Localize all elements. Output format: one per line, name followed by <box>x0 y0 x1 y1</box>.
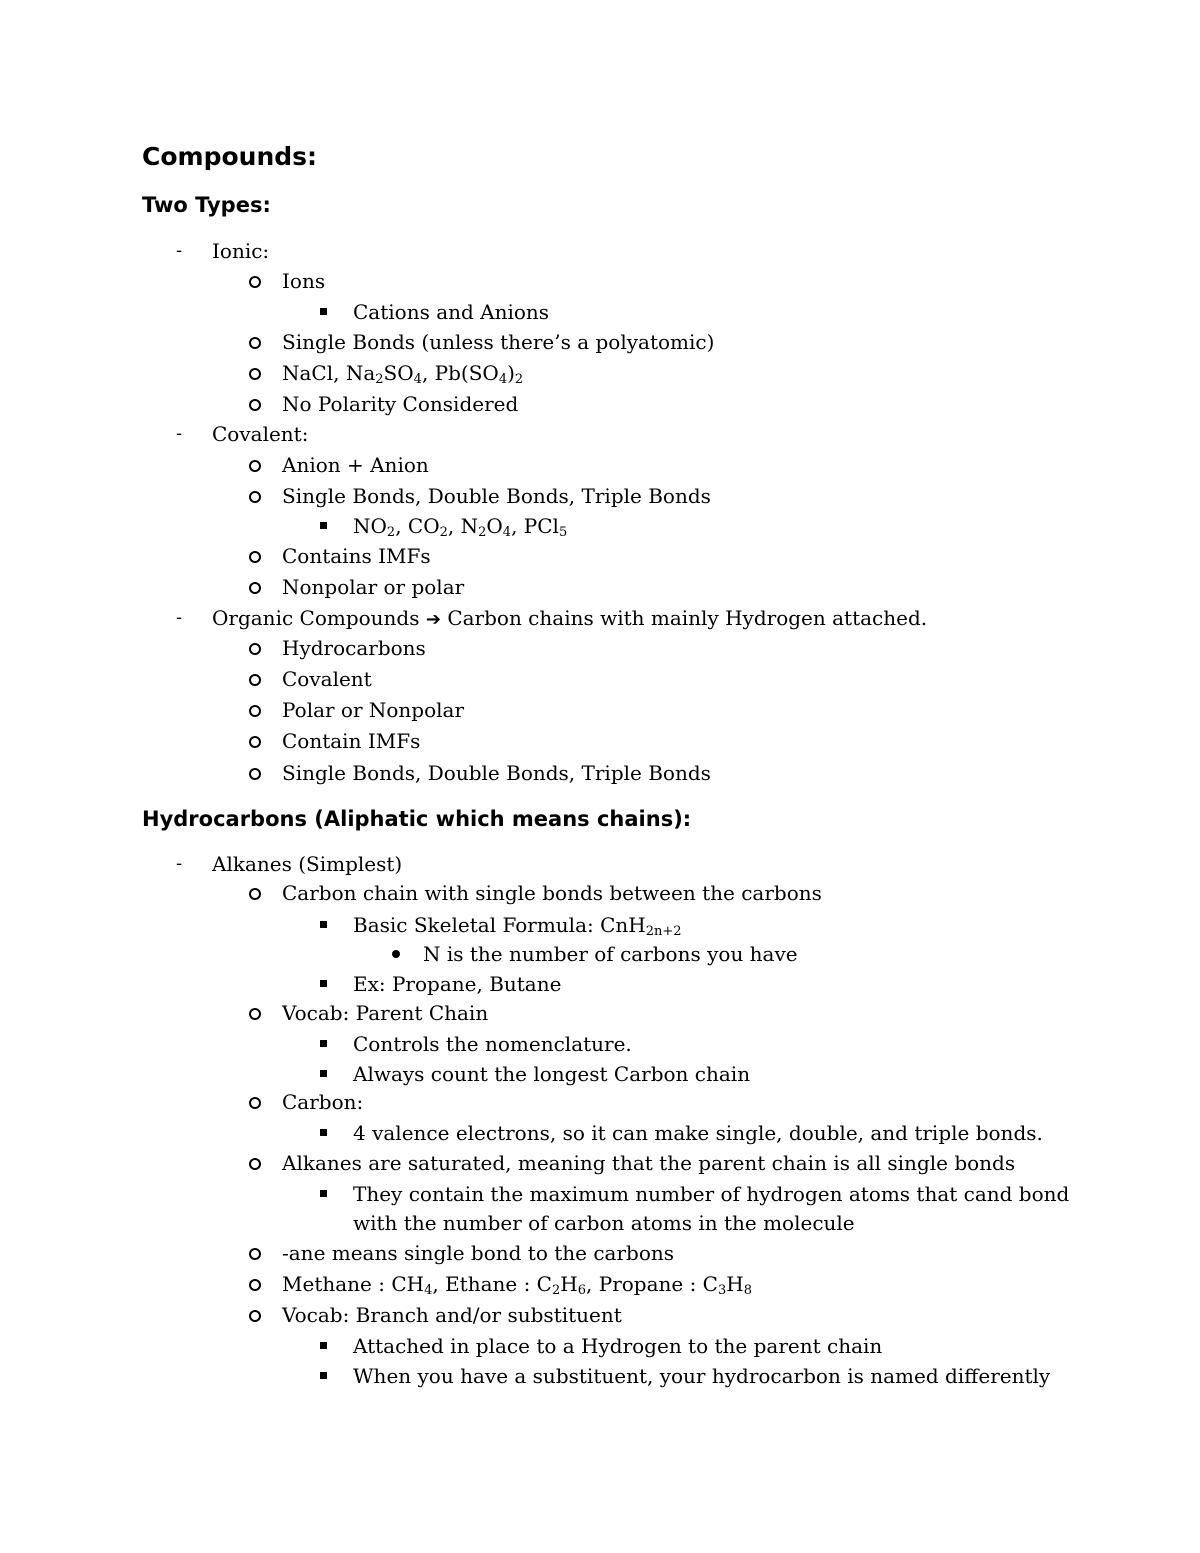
list-item-n-note <box>0 939 1200 969</box>
page-title: Compounds: <box>142 142 318 171</box>
list-item-ex <box>0 969 1200 999</box>
list-item-single-bonds <box>0 327 1200 357</box>
list-item-text: Single Bonds, Double Bonds, Triple Bonds <box>282 761 711 785</box>
square-bullet-icon <box>320 1372 327 1379</box>
list-item-text: -ane means single bond to the carbons <box>282 1241 675 1265</box>
list-item-text: When you have a substituent, your hydrocarbon is named differently <box>353 1364 1051 1388</box>
list-item-text: They contain the maximum number of hydrogen atoms that cand bond <box>353 1182 1070 1206</box>
circle-bullet-icon <box>249 551 261 563</box>
list-item-carbon-chain <box>0 878 1200 908</box>
circle-bullet-icon <box>249 491 261 503</box>
list-item-text: Alkanes are saturated, meaning that the parent chain is all single bonds <box>282 1151 1016 1175</box>
circle-bullet-icon <box>249 888 261 900</box>
list-item-text: Carbon: <box>282 1090 364 1114</box>
list-item-controls <box>0 1029 1200 1059</box>
list-item-no-polarity <box>0 389 1200 419</box>
formula-text: NaCl, $Na_2SO_4$, $Pb(SO_4)_2$ <box>282 361 524 387</box>
list-item-nonpolar-polar <box>0 572 1200 602</box>
circle-bullet-icon <box>249 768 261 780</box>
list-item-text: Vocab: Parent Chain <box>282 1001 489 1025</box>
list-item-attached <box>0 1331 1200 1361</box>
list-item-text: Attached in place to a Hydrogen to the parent chain <box>353 1334 883 1358</box>
list-item-contains-imfs <box>0 541 1200 571</box>
list-item-max-hydrogen-cont <box>0 1208 1200 1238</box>
square-bullet-icon <box>320 1070 327 1077</box>
list-item-text: Controls the nomenclature. <box>353 1032 632 1056</box>
list-item-ane <box>0 1238 1200 1268</box>
dash-bullet: - <box>176 608 183 628</box>
circle-bullet-icon <box>249 705 261 717</box>
circle-bullet-icon <box>249 1279 261 1291</box>
circle-bullet-icon <box>249 460 261 472</box>
square-bullet-icon <box>320 980 327 987</box>
list-item-covalent-examples <box>0 511 1200 541</box>
list-item-text: Cations and Anions <box>353 300 550 324</box>
list-item-text: No Polarity Considered <box>282 392 519 416</box>
circle-bullet-icon <box>249 1158 261 1170</box>
list-item-organic <box>0 603 1200 633</box>
list-item-text: Covalent <box>282 667 372 691</box>
section-heading-hydrocarbons: Hydrocarbons (Aliphatic which means chains): <box>142 807 692 831</box>
circle-bullet-icon <box>249 399 261 411</box>
list-item-polar-nonpolar <box>0 695 1200 725</box>
list-item-text: Covalent: <box>212 422 309 446</box>
circle-bullet-icon <box>249 368 261 380</box>
list-item-skeletal-formula <box>0 910 1200 940</box>
list-item-text: Contain IMFs <box>282 729 421 753</box>
circle-bullet-icon <box>249 1097 261 1109</box>
right-arrow-icon: ➔ <box>425 609 441 630</box>
list-item-carbon <box>0 1087 1200 1117</box>
list-item-text: Single Bonds, Double Bonds, Triple Bonds <box>282 484 711 508</box>
dash-bullet: - <box>176 854 183 874</box>
list-item-alkanes <box>0 849 1200 879</box>
list-item-alkane-examples <box>0 1269 1200 1299</box>
square-bullet-icon <box>320 1190 327 1197</box>
circle-bullet-icon <box>249 643 261 655</box>
list-item-text: Organic Compounds ➔ Carbon chains with mainly Hydrogen attached. <box>212 606 928 630</box>
circle-bullet-icon <box>249 582 261 594</box>
list-item-text: Polar or Nonpolar <box>282 698 465 722</box>
list-item-hydrocarbons <box>0 633 1200 663</box>
circle-bullet-icon <box>249 674 261 686</box>
list-item-text: Single Bonds (unless there’s a polyatomic) <box>282 330 715 354</box>
list-item-organic-bonds <box>0 758 1200 788</box>
formula-text: Basic Skeletal Formula: CnH$_{2n+2}$ <box>353 913 682 939</box>
circle-bullet-icon <box>249 736 261 748</box>
square-bullet-icon <box>320 308 327 315</box>
list-item-text: Hydrocarbons <box>282 636 426 660</box>
list-item-organic-covalent <box>0 664 1200 694</box>
circle-bullet-icon <box>249 1310 261 1322</box>
list-item-named-differently <box>0 1361 1200 1391</box>
list-item-text: Carbon chain with single bonds between the carbons <box>282 881 822 905</box>
list-item-always-count <box>0 1059 1200 1089</box>
dash-bullet: - <box>176 241 183 261</box>
list-item-ionic <box>0 236 1200 266</box>
circle-bullet-icon <box>249 276 261 288</box>
dot-bullet-icon <box>392 950 400 958</box>
list-item-text: Anion + Anion <box>282 453 429 477</box>
square-bullet-icon <box>320 1040 327 1047</box>
formula-text: Methane : $CH_4$, Ethane : $C_2H_6$, Propane : $C_3H_8$ <box>282 1272 753 1298</box>
list-item-text: Contains IMFs <box>282 544 431 568</box>
list-item-text: with the number of carbon atoms in the molecule <box>353 1211 855 1235</box>
circle-bullet-icon <box>249 337 261 349</box>
list-item-text: Ions <box>282 269 326 293</box>
square-bullet-icon <box>320 1342 327 1349</box>
list-item-contain-imfs <box>0 726 1200 756</box>
list-item-saturated <box>0 1148 1200 1178</box>
formula-text: $NO_2$, $CO_2$, $N_2O_4$, PCl$_5$ <box>353 514 568 540</box>
list-item-text: Ex: Propane, Butane <box>353 972 562 996</box>
list-item-text: Nonpolar or polar <box>282 575 465 599</box>
square-bullet-icon <box>320 921 327 928</box>
circle-bullet-icon <box>249 1248 261 1260</box>
list-item-valence <box>0 1118 1200 1148</box>
list-item-ionic-examples <box>0 358 1200 388</box>
list-item-max-hydrogen <box>0 1179 1200 1209</box>
list-item-anion-anion <box>0 450 1200 480</box>
section-heading-two-types: Two Types: <box>142 193 271 217</box>
list-item-text: Alkanes (Simplest) <box>212 852 403 876</box>
list-item-text: Vocab: Branch and/or substituent <box>282 1303 622 1327</box>
circle-bullet-icon <box>249 1008 261 1020</box>
square-bullet-icon <box>320 1129 327 1136</box>
list-item-text: Always count the longest Carbon chain <box>353 1062 751 1086</box>
list-item-covalent <box>0 419 1200 449</box>
list-item-cations-anions <box>0 297 1200 327</box>
list-item-vocab-parent <box>0 998 1200 1028</box>
square-bullet-icon <box>320 522 327 529</box>
list-item-ions <box>0 266 1200 296</box>
list-item-vocab-branch <box>0 1300 1200 1330</box>
dash-bullet: - <box>176 424 183 444</box>
list-item-covalent-bonds <box>0 481 1200 511</box>
list-item-text: N is the number of carbons you have <box>423 942 798 966</box>
list-item-text: Ionic: <box>212 239 270 263</box>
list-item-text: 4 valence electrons, so it can make single, double, and triple bonds. <box>353 1121 1043 1145</box>
